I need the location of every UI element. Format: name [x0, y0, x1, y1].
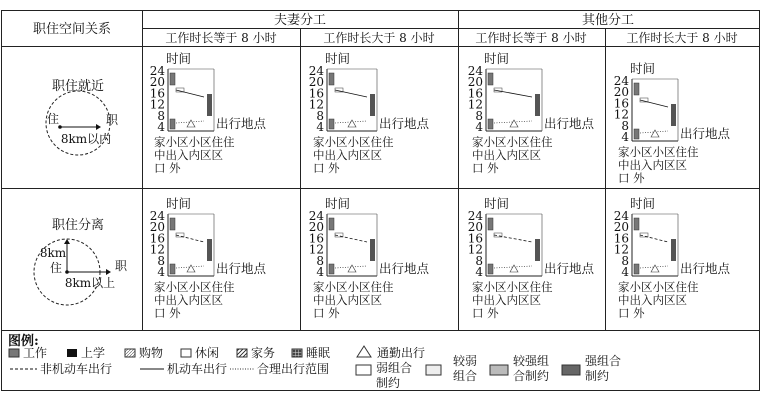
- col-header-2: 工作时长大于 8 小时: [323, 31, 435, 45]
- chart-7-trip-line: [494, 235, 532, 242]
- chart-6-home-bar-low: [329, 264, 334, 274]
- chart-4-tick: 4: [621, 130, 629, 144]
- legend-motor: 机动车出行: [167, 362, 228, 376]
- chart-7-tick: 4: [475, 265, 483, 279]
- chart-3-x-cat-line: 口 外: [472, 161, 499, 175]
- chart-2-tick: 20: [308, 75, 324, 90]
- chart-6-x-cat-line: 口 外: [313, 306, 340, 320]
- legend-work: 工作: [23, 346, 48, 360]
- chart-4-y-title: 时间: [630, 61, 656, 76]
- chart-6-x-cat-line: 家小区小区住住: [313, 280, 394, 294]
- chart-8-tick: 16: [613, 231, 629, 246]
- chart-8-tick: 4: [621, 265, 629, 279]
- chart-1-work-bar: [207, 94, 212, 116]
- legend-sleep: 睡眠: [306, 346, 331, 360]
- chart-5-work-bar: [207, 239, 212, 261]
- chart-6-commute-icon: [348, 265, 356, 272]
- legend-chore: 家务: [251, 346, 276, 360]
- work-swatch: [9, 349, 19, 357]
- chart-2-trip-line: [335, 90, 367, 97]
- chart-5-y-title: 时间: [166, 196, 192, 211]
- legend-nonmotor: 非机动车出行: [40, 362, 113, 376]
- legend-stronger: [513, 354, 549, 383]
- chart-4-x-cat-line: 家小区小区住住: [618, 145, 699, 159]
- chart-2-commute-icon: [348, 120, 356, 127]
- chart-3-x-cat-line: 家小区小区住住: [472, 135, 553, 149]
- group-header-other: 其他分工: [581, 13, 635, 28]
- radius-arrow-icon: [64, 239, 70, 244]
- chart-3-tick: 24: [467, 64, 483, 78]
- chart-1-tick: 8: [157, 108, 165, 123]
- chart-7-x-cat-line: 家小区小区住住: [472, 280, 553, 294]
- chart-3-x-cat-line: 中出入内区区: [472, 148, 541, 162]
- legend-stronger-2: 合制约: [513, 369, 550, 383]
- chart-8-y-title: 时间: [630, 196, 656, 211]
- chart-2-x-cat-line: 口 外: [313, 161, 340, 175]
- leisure-swatch: [181, 349, 191, 357]
- chart-7-commute-icon: [510, 265, 518, 272]
- chart-4-x-cat-line: 口 外: [618, 171, 645, 185]
- legend-weaker-2: 组合: [453, 369, 478, 383]
- legend-strong-1: 强组合: [585, 354, 622, 368]
- chart-8-home-bar: [634, 218, 639, 230]
- chart-2-tick: 8: [316, 108, 324, 123]
- legend-strong-2: 制约: [585, 369, 610, 383]
- chart-8-x-cat-line: 中出入内区区: [618, 293, 687, 307]
- chart-2-tick: 24: [308, 64, 324, 78]
- chart-4-home-bar-low: [634, 129, 639, 139]
- chart-5-tick: 12: [149, 242, 165, 257]
- chart-8-tick: 12: [613, 242, 629, 257]
- chart-8-commute-icon: [651, 265, 659, 272]
- chart-7-tick: 8: [475, 253, 483, 268]
- chart-1-x-cat-line: 中出入内区区: [154, 148, 223, 162]
- weak-swatch: [356, 365, 371, 375]
- chore-swatch: [237, 349, 247, 357]
- chart-4-trip-line: [640, 100, 668, 107]
- chart-1-y-title: 时间: [166, 51, 192, 66]
- col-header-1: 工作时长等于 8 小时: [165, 31, 277, 45]
- chart-2-home-bar-low: [329, 119, 334, 129]
- chart-7-home-bar-low: [488, 264, 493, 274]
- chart-5-tick: 8: [157, 253, 165, 268]
- row-far-title: 职住分离: [51, 218, 105, 233]
- chart-5-tick: 16: [149, 231, 165, 246]
- chart-1-trip-line: [176, 90, 204, 97]
- chart-6-x-cat-line: 中出入内区区: [313, 293, 382, 307]
- chart-8-x-title: 出行地点: [680, 261, 731, 276]
- legend-range: 合理出行范围: [257, 362, 330, 376]
- chart-3-commute-icon: [510, 120, 518, 127]
- chart-6-home-bar: [329, 218, 334, 230]
- far-distance-label: 8km以上: [64, 276, 116, 290]
- chart-5-x-title: 出行地点: [216, 261, 267, 276]
- chart-7-x-title: 出行地点: [544, 261, 595, 276]
- chart-1-x-cat-line: 口 外: [154, 161, 181, 175]
- group-header-spouse: 夫妻分工: [273, 13, 327, 28]
- chart-2-x-cat-line: 中出入内区区: [313, 148, 382, 162]
- chart-7-x-cat-line: 中出入内区区: [472, 293, 541, 307]
- chart-3-trip-line: [494, 90, 532, 97]
- chart-2-tick: 16: [308, 86, 324, 101]
- legend-shop: 购物: [139, 346, 164, 360]
- chart-7-y-title: 时间: [484, 196, 510, 211]
- chart-6-tick: 8: [316, 253, 324, 268]
- chart-8-home-bar-low: [634, 264, 639, 274]
- chart-3-x-title: 出行地点: [544, 116, 595, 131]
- school-swatch: [67, 349, 77, 357]
- chart-1-x-title: 出行地点: [216, 116, 267, 131]
- legend-school: 上学: [81, 346, 106, 360]
- chart-7-work-bar: [535, 239, 540, 261]
- mini-charts: [150, 51, 731, 320]
- far-work-label: 职: [114, 259, 128, 273]
- near-work-label: 职: [105, 113, 119, 127]
- legend-strong: [585, 353, 621, 383]
- chart-2-tick: 12: [308, 97, 324, 112]
- chart-2-x-title: 出行地点: [379, 116, 430, 131]
- chart-8-work-bar: [671, 239, 676, 261]
- chart-4-x-cat-line: 中出入内区区: [618, 158, 687, 172]
- chart-4-tick: 24: [613, 74, 629, 88]
- chart-4-work-bar: [671, 104, 676, 126]
- legend-weaker: [453, 354, 477, 383]
- chart-8-tick: 24: [613, 209, 629, 223]
- chart-6-y-title: 时间: [325, 196, 351, 211]
- chart-7-tick: 16: [467, 231, 483, 246]
- far-radius-label: 8km: [39, 246, 67, 260]
- chart-7-tick: 12: [467, 242, 483, 257]
- sleep-swatch: [292, 349, 302, 357]
- chart-1-tick: 24: [149, 64, 165, 78]
- chart-6-tick: 24: [308, 209, 324, 223]
- chart-5-x-cat-line: 中出入内区区: [154, 293, 223, 307]
- chart-6-tick: 4: [316, 265, 324, 279]
- chart-3-work-bar: [535, 94, 540, 116]
- legend-weak-1: 弱组合: [376, 361, 413, 375]
- chart-1-home-bar-low: [170, 119, 175, 129]
- chart-1-home-bar: [170, 73, 175, 85]
- chart-3-tick: 8: [475, 108, 483, 123]
- arrow-icon: [96, 124, 101, 130]
- arrow-icon-far: [106, 269, 111, 275]
- chart-4-home-bar: [634, 83, 639, 95]
- chart-4-tick: 16: [613, 96, 629, 111]
- legend-title: 图例:: [8, 334, 39, 349]
- chart-5-x-cat-line: 家小区小区住住: [154, 280, 235, 294]
- legend-leisure: 休闲: [195, 346, 220, 360]
- chart-7-x-cat-line: 口 外: [472, 306, 499, 320]
- chart-8-x-cat-line: 家小区小区住住: [618, 280, 699, 294]
- legend: [8, 333, 621, 390]
- chart-3-home-bar: [488, 73, 493, 85]
- chart-1-commute-icon: [187, 120, 195, 127]
- near-distance-label: 8km以内: [60, 132, 112, 146]
- chart-4-tick: 8: [621, 118, 629, 133]
- chart-7-tick: 20: [467, 220, 483, 235]
- chart-2-y-title: 时间: [325, 51, 351, 66]
- chart-5-tick: 4: [157, 265, 165, 279]
- chart-4-tick: 12: [613, 107, 629, 122]
- chart-1-tick: 4: [157, 120, 165, 134]
- row-far-label: [34, 218, 128, 305]
- chart-6-tick: 12: [308, 242, 324, 257]
- chart-4-commute-icon: [651, 130, 659, 137]
- chart-1-tick: 20: [149, 75, 165, 90]
- chart-5-home-bar: [170, 218, 175, 230]
- chart-8-tick: 20: [613, 220, 629, 235]
- chart-2-x-cat-line: 家小区小区住住: [313, 135, 394, 149]
- chart-3-tick: 12: [467, 97, 483, 112]
- chart-3-tick: 20: [467, 75, 483, 90]
- col-header-3: 工作时长等于 8 小时: [475, 31, 587, 45]
- chart-1-tick: 16: [149, 86, 165, 101]
- far-home-label: 住: [49, 261, 63, 275]
- shop-swatch: [125, 349, 135, 357]
- chart-1-x-cat-line: 家小区小区住住: [154, 135, 235, 149]
- chart-7-tick: 24: [467, 209, 483, 223]
- legend-weak: [376, 360, 412, 390]
- legend-stronger-1: 较强组: [513, 354, 550, 368]
- chart-2-work-bar: [370, 94, 375, 116]
- chart-6-tick: 20: [308, 220, 324, 235]
- row-near-label: [46, 78, 119, 155]
- chart-3-y-title: 时间: [484, 51, 510, 66]
- strong-swatch: [562, 365, 580, 375]
- chart-1-tick: 12: [149, 97, 165, 112]
- chart-6-tick: 16: [308, 231, 324, 246]
- row-header-label: 职住空间关系: [32, 22, 112, 37]
- weaker-swatch: [426, 365, 441, 375]
- chart-5-x-cat-line: 口 外: [154, 306, 181, 320]
- legend-commute: 通勤出行: [377, 346, 426, 360]
- chart-3-tick: 16: [467, 86, 483, 101]
- chart-3-tick: 4: [475, 120, 483, 134]
- legend-weak-2: 制约: [376, 376, 401, 390]
- chart-2-tick: 4: [316, 120, 324, 134]
- chart-8-tick: 8: [621, 253, 629, 268]
- chart-5-tick: 20: [149, 220, 165, 235]
- col-header-4: 工作时长大于 8 小时: [626, 31, 738, 45]
- near-home-label: 住: [46, 112, 60, 126]
- stronger-swatch: [490, 365, 508, 375]
- chart-6-work-bar: [370, 239, 375, 261]
- triangle-icon: [357, 346, 371, 357]
- chart-5-home-bar-low: [170, 264, 175, 274]
- row-near-title: 职住就近: [51, 79, 105, 94]
- chart-7-home-bar: [488, 218, 493, 230]
- chart-3-home-bar-low: [488, 119, 493, 129]
- chart-5-tick: 24: [149, 209, 165, 223]
- chart-4-x-title: 出行地点: [680, 126, 731, 141]
- chart-4-tick: 20: [613, 85, 629, 100]
- legend-weaker-1: 较弱: [453, 354, 478, 368]
- chart-6-x-title: 出行地点: [379, 261, 430, 276]
- chart-2-home-bar: [329, 73, 334, 85]
- chart-5-commute-icon: [187, 265, 195, 272]
- chart-8-x-cat-line: 口 外: [618, 306, 645, 320]
